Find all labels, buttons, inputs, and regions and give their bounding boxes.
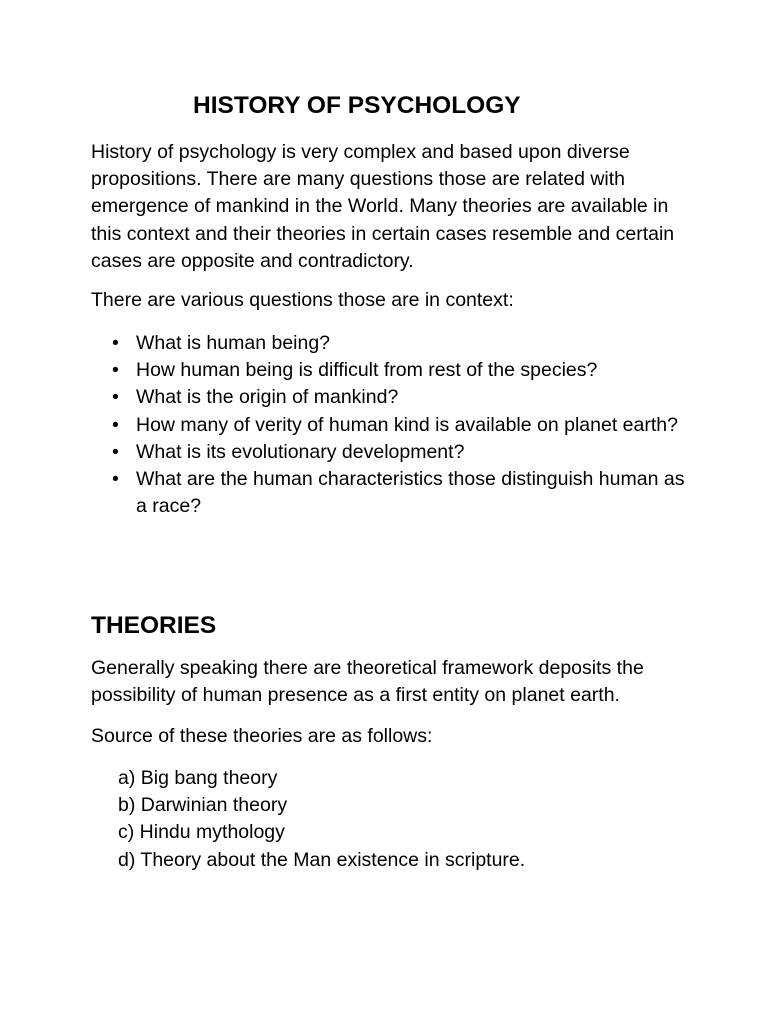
list-item: d) Theory about the Man existence in scripture. xyxy=(118,848,526,871)
bullet-icon: • xyxy=(112,359,119,382)
list-item-text: What is the origin of mankind? xyxy=(136,386,399,409)
list-item-text: What are the human characteristics those distinguish human as a race? xyxy=(136,468,685,518)
list-item-text: What is its evolutionary development? xyxy=(136,440,465,463)
questions-intro: There are various questions those are in context: xyxy=(91,289,514,311)
list-item xyxy=(110,412,700,439)
list-item xyxy=(110,439,700,466)
list-item xyxy=(110,330,700,357)
list-item-text: How many of verity of human kind is available on planet earth? xyxy=(136,413,678,436)
list-item: b) Darwinian theory xyxy=(118,794,288,817)
document-title: HISTORY OF PSYCHOLOGY xyxy=(193,92,521,119)
list-item-text: How human being is difficult from rest of the species? xyxy=(136,359,598,382)
sources-intro: Source of these theories are as follows: xyxy=(91,725,433,747)
bullet-icon: • xyxy=(112,332,119,354)
list-item xyxy=(110,384,700,411)
list-item: c) Hindu mythology xyxy=(118,821,285,844)
sources-list xyxy=(118,765,698,874)
intro-paragraph: History of psychology is very complex and based upon diverse propositions. There are many questions those are related with emergence of mankind in the World. Many theories are available in this context and their theories in certain cases resemble and certain cases are opposite and contradictory. xyxy=(91,141,675,272)
list-item xyxy=(110,466,700,520)
list-item: a) Big bang theory xyxy=(118,767,278,789)
bullet-icon: • xyxy=(112,413,119,436)
theories-heading: THEORIES xyxy=(91,612,217,639)
theories-paragraph: Generally speaking there are theoretical framework deposits the possibility of human presence as a first entity on planet earth. xyxy=(91,657,644,707)
bullet-icon: • xyxy=(112,468,119,491)
list-item-text: What is human being? xyxy=(136,332,331,354)
bullet-icon: • xyxy=(112,440,119,463)
bullet-icon: • xyxy=(112,386,119,409)
list-item xyxy=(110,357,700,384)
questions-list xyxy=(110,330,700,520)
